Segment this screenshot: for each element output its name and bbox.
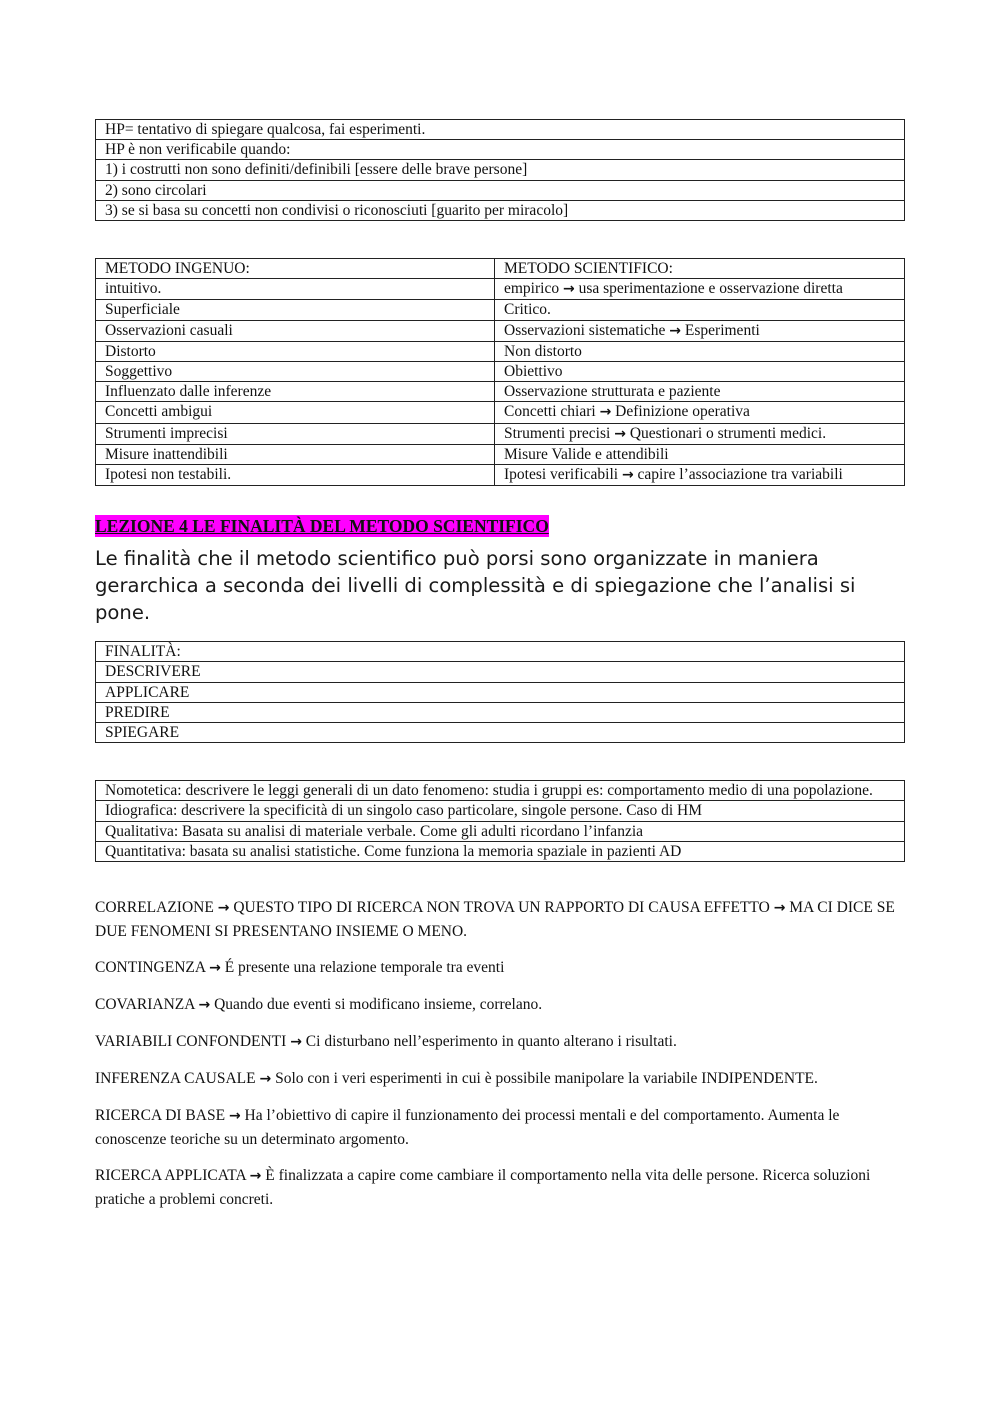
table-row	[96, 402, 905, 423]
arrow-icon: →	[228, 1108, 241, 1125]
table-row	[96, 642, 905, 662]
table-row	[96, 300, 905, 320]
definitions-list	[95, 896, 905, 1211]
table-cell: HP= tentativo di spiegare qualcosa, fai esperimenti.	[96, 120, 905, 140]
table-row	[96, 801, 905, 821]
table-cell: SPIEGARE	[96, 723, 905, 743]
finalita-table	[95, 641, 905, 743]
table-row	[96, 180, 905, 200]
header-metodo-ingenuo: METODO INGENUO:	[96, 259, 495, 279]
scientifico-cell: Obiettivo	[495, 362, 905, 382]
table-row	[96, 662, 905, 682]
table-cell: APPLICARE	[96, 682, 905, 702]
arrow-icon: →	[669, 322, 682, 339]
definition-ricerca-applicata: RICERCA APPLICATA → È finalizzata a capire come cambiare il comportamento nella vita delle persone. Ricerca soluzioni pratiche a problemi concreti.	[95, 1167, 871, 1209]
lesson-heading: LEZIONE 4 LE FINALITÀ DEL METODO SCIENTIFICO	[95, 516, 549, 537]
table-header-row	[96, 259, 905, 279]
table-cell: Idiografica: descrivere la specificità di un singolo caso particolare, singole persone. Caso di HM	[96, 801, 905, 821]
header-metodo-scientifico: METODO SCIENTIFICO:	[495, 259, 905, 279]
ingenuo-cell: intuitivo.	[96, 279, 495, 300]
table-cell: Quantitativa: basata su analisi statistiche. Come funziona la memoria spaziale in pazienti AD	[96, 841, 905, 861]
ingenuo-cell: Soggettivo	[96, 362, 495, 382]
table-row	[96, 120, 905, 140]
arrow-icon: →	[198, 997, 211, 1014]
table-row	[96, 465, 905, 486]
scientifico-cell: Concetti chiari → Definizione operativa	[495, 402, 905, 423]
scientifico-cell: Osservazione strutturata e paziente	[495, 382, 905, 402]
arrow-icon: →	[209, 960, 221, 977]
definition-ricerca-di-base: RICERCA DI BASE → Ha l’obiettivo di capire il funzionamento dei processi mentali e del comportamento. Aumenta le conoscenze teoriche su un determinato argomento.	[95, 1107, 840, 1149]
arrow-icon: →	[249, 1168, 262, 1185]
table-cell: PREDIRE	[96, 702, 905, 722]
definition-correlazione: CORRELAZIONE → QUESTO TIPO DI RICERCA NON TROVA UN RAPPORTO DI CAUSA EFFETTO → MA CI DICE SE DUE FENOMENI SI PRESENTANO INSIEME O MENO.	[95, 899, 895, 941]
ingenuo-cell: Concetti ambigui	[96, 402, 495, 423]
table-row	[96, 320, 905, 341]
table-row	[96, 160, 905, 180]
ingenuo-cell: Strumenti imprecisi	[96, 423, 495, 444]
table-cell: 1) i costrutti non sono definiti/definibili [essere delle brave persone]	[96, 160, 905, 180]
table-cell: FINALITÀ:	[96, 642, 905, 662]
table-row	[96, 279, 905, 300]
table-row	[96, 821, 905, 841]
ingenuo-cell: Osservazioni casuali	[96, 320, 495, 341]
definition-inferenza-causale: INFERENZA CAUSALE → Solo con i veri esperimenti in cui è possibile manipolare la variabile INDIPENDENTE.	[95, 1070, 818, 1088]
table-cell: 3) se si basa su concetti non condivisi o riconosciuti [guarito per miracolo]	[96, 200, 905, 220]
table-cell: HP è non verificabile quando:	[96, 140, 905, 160]
scientifico-cell: Strumenti precisi → Questionari o strumenti medici.	[495, 423, 905, 444]
table-row	[96, 682, 905, 702]
scientifico-cell: Ipotesi verificabili → capire l’associazione tra variabili	[495, 465, 905, 486]
table-row	[96, 423, 905, 444]
document-page	[95, 119, 905, 1224]
arrow-icon: →	[621, 467, 634, 484]
lesson-intro: Le finalità che il metodo scientifico può porsi sono organizzate in maniera gerarchica a seconda dei livelli di complessità e di spiegazione che l’analisi si pone.	[95, 547, 856, 625]
arrow-icon: →	[290, 1034, 302, 1051]
scientifico-cell: Critico.	[495, 300, 905, 320]
scientifico-cell: Osservazioni sistematiche → Esperimenti	[495, 320, 905, 341]
definition-contingenza: CONTINGENZA → É presente una relazione temporale tra eventi	[95, 959, 505, 977]
ricerca-types-table	[95, 780, 905, 862]
arrow-icon: →	[562, 281, 575, 298]
table-row	[96, 362, 905, 382]
definition-covarianza: COVARIANZA → Quando due eventi si modificano insieme, correlano.	[95, 996, 543, 1014]
arrow-icon: →	[259, 1071, 272, 1088]
ingenuo-cell: Influenzato dalle inferenze	[96, 382, 495, 402]
ingenuo-cell: Misure inattendibili	[96, 444, 495, 464]
table-row	[96, 841, 905, 861]
table-cell: Nomotetica: descrivere le leggi generali di un dato fenomeno: studia i gruppi es: comportamento medio di una popolazione.	[96, 781, 905, 801]
definition-variabili-confondenti: VARIABILI CONFONDENTI → Ci disturbano nell’esperimento in quanto alterano i risultati.	[95, 1033, 677, 1051]
table-row	[96, 781, 905, 801]
table-cell: DESCRIVERE	[96, 662, 905, 682]
arrow-icon: →	[217, 900, 230, 917]
table-row	[96, 702, 905, 722]
arrow-icon: →	[773, 900, 786, 917]
arrow-icon: →	[599, 404, 612, 421]
hp-table	[95, 119, 905, 221]
table-row	[96, 341, 905, 361]
table-cell: Qualitativa: Basata su analisi di materiale verbale. Come gli adulti ricordano l’infanzia	[96, 821, 905, 841]
ingenuo-cell: Ipotesi non testabili.	[96, 465, 495, 486]
arrow-icon: →	[614, 425, 626, 442]
ingenuo-cell: Distorto	[96, 341, 495, 361]
scientifico-cell: empirico → usa sperimentazione e osservazione diretta	[495, 279, 905, 300]
table-row	[96, 723, 905, 743]
scientifico-cell: Non distorto	[495, 341, 905, 361]
table-cell: 2) sono circolari	[96, 180, 905, 200]
table-row	[96, 140, 905, 160]
table-row	[96, 444, 905, 464]
metodo-comparison-table	[95, 258, 905, 486]
table-row	[96, 200, 905, 220]
table-row	[96, 382, 905, 402]
ingenuo-cell: Superficiale	[96, 300, 495, 320]
scientifico-cell: Misure Valide e attendibili	[495, 444, 905, 464]
